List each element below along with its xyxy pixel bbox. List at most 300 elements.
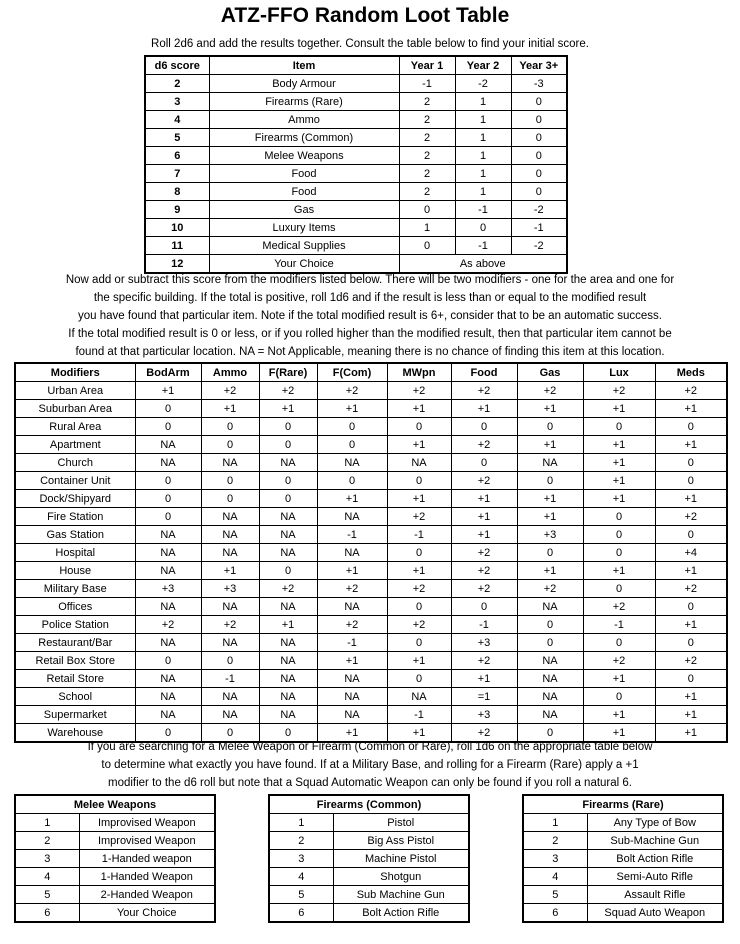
modifier-header: Meds: [655, 363, 727, 382]
modifier-value: 0: [135, 418, 201, 436]
modifier-value: +1: [451, 670, 517, 688]
modifier-value: +1: [655, 688, 727, 706]
year2-value: -1: [455, 237, 511, 255]
modifier-value: NA: [201, 454, 259, 472]
modifier-value: +1: [517, 400, 583, 418]
modifier-value: +1: [655, 400, 727, 418]
modifier-header: F(Com): [317, 363, 387, 382]
modifier-value: 0: [517, 544, 583, 562]
modifier-value: +2: [317, 382, 387, 400]
modifier-value: 0: [387, 670, 451, 688]
score-row: [145, 201, 567, 219]
year2-value: 1: [455, 165, 511, 183]
modifier-value: +1: [655, 562, 727, 580]
roll-number: 6: [15, 904, 79, 923]
roll-number: 4: [523, 868, 587, 886]
year3-value: -3: [511, 75, 567, 93]
score-row: [145, 111, 567, 129]
modifier-row: [15, 706, 727, 724]
modifier-row: [15, 526, 727, 544]
year3-value: 0: [511, 165, 567, 183]
modifier-row: [15, 544, 727, 562]
modifier-value: +1: [583, 706, 655, 724]
weapon-row: [269, 886, 469, 904]
location-name: Offices: [15, 598, 135, 616]
modifier-value: +2: [451, 562, 517, 580]
d6-score: 7: [145, 165, 209, 183]
modifier-value: +2: [451, 436, 517, 454]
modifier-value: +2: [451, 724, 517, 743]
weapon-name: 2-Handed Weapon: [79, 886, 215, 904]
modifier-value: +1: [387, 400, 451, 418]
weapon-row: [523, 832, 723, 850]
modifier-row: [15, 382, 727, 400]
item-name: Your Choice: [209, 255, 399, 274]
location-name: Police Station: [15, 616, 135, 634]
d6-score: 6: [145, 147, 209, 165]
modifier-row: [15, 508, 727, 526]
modifier-value: NA: [517, 652, 583, 670]
instruction-line: the specific building. If the total is positive, roll 1d6 and if the result is less than or equal to the modified result: [93, 292, 647, 304]
modifier-value: NA: [259, 652, 317, 670]
modifier-value: 0: [135, 490, 201, 508]
modifier-value: 0: [387, 544, 451, 562]
modifier-value: +2: [259, 382, 317, 400]
modifier-value: NA: [135, 670, 201, 688]
weapon-row: [269, 868, 469, 886]
modifier-value: NA: [135, 526, 201, 544]
modifier-value: -1: [201, 670, 259, 688]
sub-table-header-row: [523, 795, 723, 814]
year1-value: 2: [399, 111, 455, 129]
item-name: Melee Weapons: [209, 147, 399, 165]
modifier-value: 0: [655, 634, 727, 652]
roll-number: 1: [269, 814, 333, 832]
modifier-value: NA: [317, 706, 387, 724]
modifier-value: 0: [317, 436, 387, 454]
modifier-value: +2: [655, 508, 727, 526]
weapon-name: Big Ass Pistol: [333, 832, 469, 850]
modifier-value: NA: [135, 544, 201, 562]
modifier-value: 0: [451, 598, 517, 616]
modifier-value: 0: [451, 418, 517, 436]
modifier-value: 0: [259, 490, 317, 508]
modifier-value: +1: [583, 562, 655, 580]
year2-value: 1: [455, 183, 511, 201]
modifier-value: 0: [583, 580, 655, 598]
modifier-value: NA: [201, 634, 259, 652]
location-name: Container Unit: [15, 472, 135, 490]
year1-value: 2: [399, 147, 455, 165]
modifier-value: -1: [387, 526, 451, 544]
score-header: Year 3+: [511, 56, 567, 75]
modifier-value: NA: [517, 688, 583, 706]
score-row: [145, 93, 567, 111]
item-name: Food: [209, 183, 399, 201]
modifier-value: +2: [655, 382, 727, 400]
weapon-row: [15, 886, 215, 904]
modifier-value: +1: [317, 400, 387, 418]
modifier-value: NA: [135, 688, 201, 706]
modifier-value: +1: [451, 508, 517, 526]
location-name: Gas Station: [15, 526, 135, 544]
roll-number: 6: [523, 904, 587, 923]
modifier-value: NA: [201, 706, 259, 724]
modifier-value: +1: [583, 400, 655, 418]
sub-table-header-row: [15, 795, 215, 814]
modifier-value: +1: [387, 490, 451, 508]
weapon-row: [523, 904, 723, 923]
item-name: Ammo: [209, 111, 399, 129]
modifier-header: BodArm: [135, 363, 201, 382]
item-name: Firearms (Rare): [209, 93, 399, 111]
modifier-value: NA: [387, 454, 451, 472]
modifier-value: NA: [517, 706, 583, 724]
weapon-name: Improvised Weapon: [79, 814, 215, 832]
roll-number: 3: [15, 850, 79, 868]
modifier-value: +1: [387, 724, 451, 743]
modifier-value: 0: [655, 598, 727, 616]
modifier-value: 0: [517, 616, 583, 634]
modifier-value: NA: [317, 454, 387, 472]
modifier-value: NA: [259, 544, 317, 562]
roll-number: 5: [523, 886, 587, 904]
location-name: Warehouse: [15, 724, 135, 743]
roll-number: 3: [523, 850, 587, 868]
modifier-header: Lux: [583, 363, 655, 382]
roll-number: 2: [15, 832, 79, 850]
weapon-name: Sub Machine Gun: [333, 886, 469, 904]
score-row: [145, 129, 567, 147]
modifier-value: 0: [517, 472, 583, 490]
modifier-value: 0: [201, 652, 259, 670]
weapon-name: Your Choice: [79, 904, 215, 923]
weapon-note-line: If you are searching for a Melee Weapon or Firearm (Common or Rare), roll 1d6 on the appropriate table below: [87, 741, 653, 753]
modifier-value: +2: [317, 580, 387, 598]
year2-value: 1: [455, 111, 511, 129]
modifier-value: +2: [387, 580, 451, 598]
modifier-value: +1: [583, 472, 655, 490]
modifier-value: +1: [655, 490, 727, 508]
weapon-row: [269, 850, 469, 868]
location-name: Church: [15, 454, 135, 472]
modifier-value: 0: [451, 454, 517, 472]
d6-score: 2: [145, 75, 209, 93]
d6-score: 11: [145, 237, 209, 255]
location-name: House: [15, 562, 135, 580]
modifier-value: +1: [583, 436, 655, 454]
location-name: Retail Store: [15, 670, 135, 688]
sub-table-title: Firearms (Common): [269, 795, 469, 814]
location-name: Urban Area: [15, 382, 135, 400]
year1-value: 1: [399, 219, 455, 237]
modifier-value: NA: [135, 634, 201, 652]
sub-table-header-row: [269, 795, 469, 814]
roll-number: 3: [269, 850, 333, 868]
weapon-note-line: to determine what exactly you have found. If at a Military Base, and rolling for a Firearm (Rare) apply a +1: [101, 759, 639, 771]
location-name: Dock/Shipyard: [15, 490, 135, 508]
modifier-value: +2: [583, 598, 655, 616]
weapon-row: [523, 850, 723, 868]
year3-value: 0: [511, 183, 567, 201]
roll-number: 4: [269, 868, 333, 886]
modifier-value: +3: [135, 580, 201, 598]
score-table: [144, 55, 568, 274]
year3-value: -2: [511, 201, 567, 219]
modifier-value: 0: [655, 454, 727, 472]
d6-score: 4: [145, 111, 209, 129]
roll-number: 6: [269, 904, 333, 923]
score-header: Item: [209, 56, 399, 75]
modifier-value: 0: [583, 526, 655, 544]
modifier-value: +2: [451, 382, 517, 400]
modifiers-table: [14, 362, 728, 743]
modifier-value: +1: [317, 562, 387, 580]
score-row: [145, 183, 567, 201]
year1-value: 0: [399, 237, 455, 255]
year2-value: 1: [455, 147, 511, 165]
location-name: Hospital: [15, 544, 135, 562]
modifier-value: +2: [517, 580, 583, 598]
modifier-value: NA: [317, 544, 387, 562]
modifier-value: 0: [583, 688, 655, 706]
modifier-value: +1: [387, 652, 451, 670]
modifier-value: +2: [451, 652, 517, 670]
item-name: Gas: [209, 201, 399, 219]
year2-value: 0: [455, 219, 511, 237]
modifier-value: +1: [451, 490, 517, 508]
instruction-line: Now add or subtract this score from the modifiers listed below. There will be two modifiers - one for the area and one for: [65, 274, 675, 286]
year3-value: 0: [511, 129, 567, 147]
modifier-value: NA: [259, 598, 317, 616]
year3-value: -2: [511, 237, 567, 255]
modifier-value: NA: [259, 706, 317, 724]
modifier-value: 0: [135, 724, 201, 743]
modifier-value: +2: [583, 652, 655, 670]
modifier-value: 0: [387, 418, 451, 436]
item-name: Body Armour: [209, 75, 399, 93]
modifier-value: NA: [135, 454, 201, 472]
year1-value: 2: [399, 129, 455, 147]
weapon-name: Machine Pistol: [333, 850, 469, 868]
modifier-value: +1: [655, 724, 727, 743]
year3-value: -1: [511, 219, 567, 237]
weapon-row: [269, 832, 469, 850]
year2-value: 1: [455, 93, 511, 111]
item-name: Firearms (Common): [209, 129, 399, 147]
roll-number: 2: [269, 832, 333, 850]
modifier-value: +3: [517, 526, 583, 544]
modifier-header: F(Rare): [259, 363, 317, 382]
weapon-name: Pistol: [333, 814, 469, 832]
modifier-value: +1: [317, 724, 387, 743]
modifier-value: 0: [201, 418, 259, 436]
modifier-value: +1: [655, 436, 727, 454]
modifier-value: +1: [517, 562, 583, 580]
modifier-value: +2: [201, 616, 259, 634]
modifier-value: 0: [201, 472, 259, 490]
weapon-name: Improvised Weapon: [79, 832, 215, 850]
weapon-row: [523, 868, 723, 886]
modifier-value: +1: [517, 436, 583, 454]
modifier-row: [15, 418, 727, 436]
modifier-value: NA: [317, 688, 387, 706]
d6-score: 9: [145, 201, 209, 219]
modifier-value: +2: [259, 580, 317, 598]
instruction-line: If the total modified result is 0 or less, or if you rolled higher than the modified result, then that particular item cannot be: [68, 328, 672, 340]
location-name: Military Base: [15, 580, 135, 598]
sub-table-title: Firearms (Rare): [523, 795, 723, 814]
modifier-value: 0: [259, 436, 317, 454]
modifier-row: [15, 598, 727, 616]
item-name: Medical Supplies: [209, 237, 399, 255]
modifier-row: [15, 436, 727, 454]
weapon-row: [269, 814, 469, 832]
modifier-value: +2: [201, 382, 259, 400]
weapon-name: Bolt Action Rifle: [587, 850, 723, 868]
location-name: Retail Box Store: [15, 652, 135, 670]
modifier-value: +1: [387, 562, 451, 580]
modifier-value: 0: [135, 652, 201, 670]
d6-score: 3: [145, 93, 209, 111]
modifier-value: 0: [259, 562, 317, 580]
modifier-value: NA: [317, 598, 387, 616]
modifier-value: +1: [451, 400, 517, 418]
modifier-value: +2: [387, 382, 451, 400]
modifier-row: [15, 634, 727, 652]
modifier-value: 0: [317, 472, 387, 490]
modifier-value: -1: [387, 706, 451, 724]
page-title: ATZ-FFO Random Loot Table: [220, 4, 510, 27]
modifier-value: +1: [135, 382, 201, 400]
modifier-value: NA: [201, 688, 259, 706]
modifier-value: -1: [583, 616, 655, 634]
modifier-value: NA: [201, 544, 259, 562]
modifier-row: [15, 562, 727, 580]
weapon-row: [15, 832, 215, 850]
year1-value: 2: [399, 183, 455, 201]
weapon-name: 1-Handed weapon: [79, 850, 215, 868]
firearms-rare-table: [522, 794, 724, 923]
weapon-name: Semi-Auto Rifle: [587, 868, 723, 886]
modifier-value: +2: [583, 382, 655, 400]
modifier-value: NA: [201, 508, 259, 526]
modifier-header: Food: [451, 363, 517, 382]
modifier-value: 0: [135, 400, 201, 418]
item-name: Food: [209, 165, 399, 183]
year3-value: 0: [511, 93, 567, 111]
modifier-value: NA: [517, 598, 583, 616]
year2-value: 1: [455, 129, 511, 147]
modifier-value: NA: [517, 454, 583, 472]
modifier-value: NA: [135, 598, 201, 616]
modifier-value: 0: [259, 724, 317, 743]
modifier-row: [15, 652, 727, 670]
modifier-value: 0: [135, 472, 201, 490]
modifier-value: 0: [583, 418, 655, 436]
modifier-value: 0: [655, 472, 727, 490]
modifier-value: 0: [655, 526, 727, 544]
modifier-value: +1: [259, 616, 317, 634]
modifier-value: 0: [655, 418, 727, 436]
modifier-header: Gas: [517, 363, 583, 382]
item-name: Luxury Items: [209, 219, 399, 237]
year1-value: -1: [399, 75, 455, 93]
modifier-value: +1: [517, 508, 583, 526]
score-row: [145, 219, 567, 237]
firearms-common-table: [268, 794, 470, 923]
score-header: d6 score: [145, 56, 209, 75]
location-name: Apartment: [15, 436, 135, 454]
modifier-value: NA: [317, 670, 387, 688]
roll-number: 5: [15, 886, 79, 904]
modifier-row: [15, 580, 727, 598]
intro-text: Roll 2d6 and add the results together. Consult the table below to find your initial score.: [151, 38, 589, 50]
modifier-row: [15, 688, 727, 706]
modifier-value: +1: [655, 706, 727, 724]
modifier-value: -1: [317, 526, 387, 544]
modifier-row: [15, 400, 727, 418]
d6-score: 5: [145, 129, 209, 147]
modifier-value: +1: [451, 526, 517, 544]
modifier-value: NA: [135, 706, 201, 724]
modifier-value: +1: [517, 490, 583, 508]
modifier-value: 0: [583, 634, 655, 652]
year2-value: -2: [455, 75, 511, 93]
modifier-value: 0: [201, 490, 259, 508]
year3-value: 0: [511, 111, 567, 129]
modifier-value: =1: [451, 688, 517, 706]
modifier-value: +1: [387, 436, 451, 454]
roll-number: 5: [269, 886, 333, 904]
weapon-name: Bolt Action Rifle: [333, 904, 469, 923]
modifier-value: +3: [201, 580, 259, 598]
modifier-value: +1: [201, 400, 259, 418]
location-name: Rural Area: [15, 418, 135, 436]
modifier-value: -1: [317, 634, 387, 652]
weapon-name: Assault Rifle: [587, 886, 723, 904]
year-values: As above: [399, 255, 567, 274]
modifier-row: [15, 472, 727, 490]
modifier-value: 0: [387, 598, 451, 616]
location-name: School: [15, 688, 135, 706]
modifier-value: +1: [583, 670, 655, 688]
d6-score: 8: [145, 183, 209, 201]
year1-value: 0: [399, 201, 455, 219]
modifier-value: 0: [517, 724, 583, 743]
weapon-row: [269, 904, 469, 923]
modifier-value: +2: [451, 544, 517, 562]
weapon-row: [523, 886, 723, 904]
modifier-value: 0: [583, 508, 655, 526]
location-name: Supermarket: [15, 706, 135, 724]
modifier-value: NA: [259, 688, 317, 706]
modifier-value: 0: [517, 418, 583, 436]
modifier-value: 0: [655, 670, 727, 688]
modifier-value: +2: [451, 472, 517, 490]
modifier-value: NA: [201, 598, 259, 616]
weapon-name: Shotgun: [333, 868, 469, 886]
modifier-value: 0: [259, 472, 317, 490]
modifier-value: +1: [583, 724, 655, 743]
modifier-value: NA: [317, 508, 387, 526]
modifier-value: +1: [201, 562, 259, 580]
weapon-row: [15, 868, 215, 886]
modifier-value: 0: [201, 724, 259, 743]
modifier-row: [15, 670, 727, 688]
modifier-row: [15, 454, 727, 472]
weapon-note-line: modifier to the d6 roll but note that a Squad Automatic Weapon can only be found if you roll a natural 6.: [107, 777, 632, 789]
